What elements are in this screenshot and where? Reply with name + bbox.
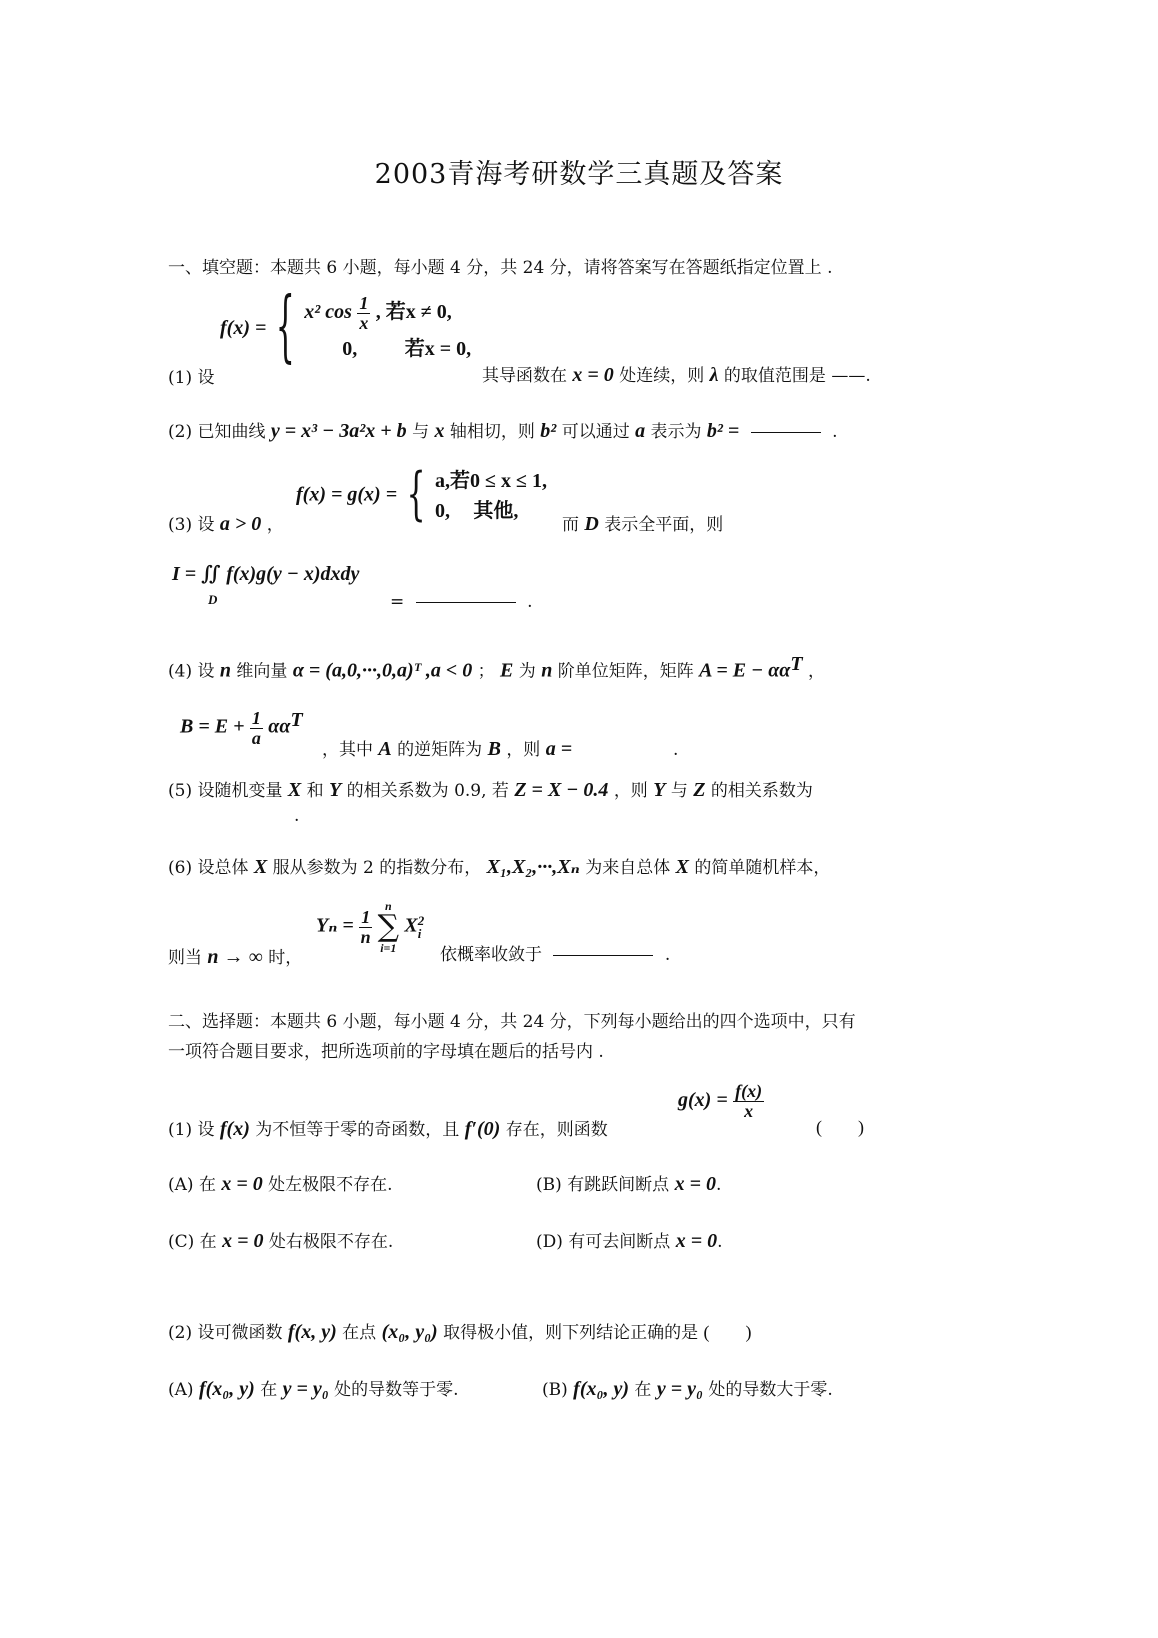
c2-A-text-b: 处的导数等于零.	[334, 1380, 459, 1400]
q4-math-B2: αα	[268, 715, 291, 738]
c2-option-B	[542, 1377, 833, 1401]
c2-text-a: 在点	[342, 1323, 377, 1343]
q5-math-Z: Z = X − 0.4	[514, 779, 609, 801]
q1-case1-expr: x² cos	[304, 300, 352, 323]
q1-case2	[304, 333, 471, 365]
c1-answer-paren: ( )	[816, 1117, 864, 1137]
c1-function	[678, 1082, 764, 1121]
q6-math-X2: X	[675, 856, 689, 878]
choice-question-1	[168, 1117, 608, 1141]
q4-math-A: A = E − αα	[699, 659, 791, 682]
question-4-line2	[180, 708, 303, 748]
section2-heading-line1: 二、选择题：本题共 6 小题，每小题 4 分，共 24 分，下列每小题给出的四个选项中，只有	[168, 1012, 856, 1032]
c1-option-A	[168, 1172, 393, 1196]
q1-text-b: 处连续，则	[619, 366, 705, 386]
q6-text-d: 则当	[168, 948, 202, 968]
q3-cond: a > 0	[219, 513, 262, 535]
q4-math-n: n	[219, 659, 232, 682]
q5-math-X: X	[287, 779, 302, 801]
c1-text-b: 存在，则函数	[505, 1120, 608, 1140]
c1-text-a: 为不恒等于零的奇函数，且	[255, 1120, 460, 1140]
q4-text-a: 维向量	[236, 661, 288, 682]
q6-text-e: 时，	[268, 948, 303, 968]
c1-C-math: x = 0	[222, 1230, 264, 1252]
q6-end: .	[664, 945, 671, 965]
q4-frac-num: 1	[251, 707, 261, 728]
c1-math-fp: f′(0)	[464, 1118, 501, 1140]
question-3-integral	[172, 562, 359, 586]
c1-option-D	[536, 1229, 723, 1253]
brace-icon: {	[406, 461, 426, 529]
q5-text-c: ，则	[613, 781, 648, 801]
c2-B-math2: y = y₀	[656, 1378, 703, 1400]
question-4-line2-text	[322, 737, 678, 761]
c2-text-b: 取得极小值，则下列结论正确的是	[443, 1323, 699, 1343]
q3-lhs: f(x) = g(x) =	[296, 483, 398, 506]
sum-icon: ∑	[377, 909, 400, 944]
c2-answer-paren: ( )	[703, 1322, 752, 1342]
q3-cases	[435, 466, 547, 526]
q6-sum-top: n	[384, 899, 392, 913]
q6-math-Yn: Yₙ =	[316, 914, 354, 937]
q4-text-d: 阶单位矩阵，矩阵	[557, 661, 694, 682]
question-6-formula	[316, 900, 424, 954]
q4-math-a: a =	[545, 738, 573, 760]
c1-frac-num: f(x)	[735, 1081, 763, 1101]
question-1-text	[482, 363, 871, 387]
question-5	[168, 778, 813, 802]
q6-math-seq: X₁,X₂,···,Xₙ	[486, 856, 580, 878]
q6-label: (6) 设总体	[168, 858, 249, 878]
c1-A-math: x = 0	[221, 1173, 263, 1195]
c2-B-text-a: 在	[634, 1380, 652, 1400]
c1-A-label: (A) 在	[168, 1175, 216, 1195]
question-1-label: (1) 设	[168, 368, 215, 388]
c1-B-label: (B) 有跳跃间断点	[536, 1175, 670, 1195]
question-3-label	[168, 512, 284, 536]
q6-math-lim: n → ∞	[207, 946, 263, 968]
q3-comma: ，	[266, 515, 284, 535]
q4-frac-den: a	[251, 727, 261, 748]
q6-Xi-scripts	[418, 914, 425, 940]
q5-text-d: 与	[670, 781, 688, 801]
q3-integral: I = ∬ f(x)g(y − x)dxdy	[172, 563, 360, 585]
c1-D-end: .	[717, 1232, 723, 1252]
q2-text-b: 轴相切，则	[449, 422, 535, 442]
answer-blank	[416, 602, 516, 603]
q3-end: .	[527, 592, 533, 612]
q5-math-Y: Y	[329, 779, 342, 801]
q1-lhs: f(x) =	[220, 316, 267, 339]
question-5-end: .	[294, 806, 300, 826]
q3-text-b: 表示全平面，则	[604, 515, 724, 535]
q4-math-alpha: α = (a,0,···,0,a)ᵀ ,a < 0	[292, 659, 473, 682]
q5-math-Z2: Z	[693, 779, 706, 801]
q4-math-A2: A	[378, 738, 392, 760]
q5-text-a: 和	[306, 781, 324, 801]
q4-text-h: ，则	[506, 740, 541, 760]
c2-A-label: (A)	[168, 1380, 194, 1400]
c1-B-math: x = 0	[674, 1173, 716, 1195]
q4-text-e: ，	[808, 661, 825, 682]
q4-frac	[250, 709, 263, 748]
q1-frac-den: x	[359, 312, 369, 333]
c1-C-text: 处右极限不存在.	[268, 1232, 394, 1252]
c1-frac	[733, 1082, 764, 1121]
q1-cases	[304, 294, 471, 365]
c1-C-label: (C) 在	[168, 1232, 217, 1252]
q2-label: (2) 已知曲线	[168, 422, 266, 442]
c2-math-pt: (x₀, y₀)	[381, 1321, 438, 1343]
q3-text-a: 而	[562, 515, 579, 535]
q6-text-f: 依概率收敛于	[440, 945, 542, 965]
q5-label: (5) 设随机变量	[168, 781, 283, 801]
q6-frac-den: n	[360, 926, 371, 947]
c1-D-math: x = 0	[675, 1230, 718, 1252]
q4-math-A-sup: T	[790, 653, 803, 675]
q1-frac-num: 1	[359, 293, 369, 313]
question-3-answer	[390, 592, 532, 612]
c2-math-f: f(x, y)	[287, 1321, 337, 1343]
choice-question-2	[168, 1320, 752, 1344]
q4-math-B3: B	[487, 738, 501, 760]
q5-text-e: 的相关系数为	[710, 781, 813, 801]
q5-text-b: 的相关系数为 0.9, 若	[346, 781, 509, 801]
q2-text-d: 表示为	[650, 422, 702, 442]
q3-math-d: D	[584, 513, 599, 535]
q4-text-c: 为	[518, 661, 536, 682]
q4-math-B-sup: T	[290, 709, 303, 731]
c1-B-end: .	[715, 1175, 722, 1195]
q2-curve: y = x³ − 3a²x + b	[270, 420, 407, 442]
c2-B-text-b: 处的导数大于零.	[708, 1380, 833, 1400]
q3-integral-sub: D	[208, 592, 218, 607]
q2-end: .	[832, 422, 838, 442]
c1-D-label: (D) 有可去间断点	[536, 1232, 671, 1252]
c1-option-C	[168, 1229, 393, 1253]
q4-text-b: ；	[477, 661, 495, 682]
q4-math-B: B = E +	[180, 715, 245, 738]
q4-text-g: 的逆矩阵为	[397, 740, 483, 760]
question-2	[168, 419, 838, 443]
q3-case2	[435, 496, 547, 526]
c2-A-math2: y = y₀	[282, 1378, 329, 1400]
q3-case1: a,若0 ≤ x ≤ 1,	[435, 470, 547, 492]
q6-text-a: 服从参数为 2 的指数分布，	[272, 858, 482, 878]
q1-case2-cond: 若x = 0,	[404, 337, 472, 360]
c1-A-text: 处左极限不存在.	[268, 1175, 393, 1195]
c1-option-B	[536, 1172, 721, 1196]
q4-label: (4) 设	[168, 661, 215, 682]
c2-B-label: (B)	[542, 1380, 568, 1400]
q2-math-x: x	[434, 420, 445, 442]
q6-Xi-sup: 2	[417, 913, 425, 928]
q2-math-eq: b² =	[706, 420, 740, 442]
q6-sum	[378, 900, 399, 954]
q2-math-b2: b²	[540, 420, 557, 442]
q6-text-c: 的简单随机样本，	[694, 858, 831, 878]
q2-math-a: a	[635, 420, 646, 442]
q3-case2-a: 0,	[435, 500, 450, 522]
answer-blank	[751, 432, 821, 433]
section2-heading-line2: 一项符合题目要求，把所选项前的字母填在题后的括号内 .	[168, 1042, 604, 1062]
q6-text-b: 为来自总体	[585, 858, 671, 878]
q1-case2-expr: 0,	[342, 337, 358, 360]
q6-frac-num: 1	[361, 906, 371, 927]
q3-label: (3) 设	[168, 515, 215, 535]
c2-A-text-a: 在	[260, 1380, 278, 1400]
q6-math-Xi: X	[404, 914, 418, 937]
q1-case1	[304, 294, 471, 333]
c1-frac-den: x	[744, 1100, 754, 1121]
c2-label: (2) 设可微函数	[168, 1323, 283, 1343]
q6-frac	[359, 908, 372, 947]
q3-eq: =	[390, 592, 405, 612]
q6-sum-bot: i=1	[380, 941, 397, 955]
brace-icon: {	[275, 282, 295, 374]
question-3-text	[562, 512, 723, 536]
question-6-answer	[440, 945, 670, 965]
question-3-integral-domain	[208, 592, 217, 608]
question-1-formula	[220, 282, 472, 374]
section1-heading: 一、填空题：本题共 6 小题，每小题 4 分，共 24 分，请将答案写在答题纸指定位置上 .	[168, 258, 833, 278]
c1-label: (1) 设	[168, 1120, 215, 1140]
c2-A-math: f(x₀, y)	[198, 1378, 255, 1400]
question-4-line1	[168, 652, 825, 683]
page-title: 2003青海考研数学三真题及答案	[374, 159, 784, 190]
q3-case2-b: 其他,	[473, 500, 519, 522]
q1-case1-cond: , 若x ≠ 0,	[375, 300, 452, 323]
question-6-line1	[168, 855, 830, 879]
q4-end: .	[672, 740, 679, 760]
q4-math-e: E	[500, 659, 514, 682]
q1-case1-frac	[357, 294, 370, 333]
q6-math-X: X	[253, 856, 268, 878]
q1-math-a: x = 0	[572, 364, 614, 386]
q1-text-c: 的取值范围是 ——.	[723, 366, 871, 386]
q1-text-a: 其导函数在	[482, 366, 567, 386]
question-3-formula	[296, 461, 547, 529]
q1-math-lambda: λ	[709, 364, 719, 386]
q4-math-n2: n	[541, 659, 553, 682]
c1-math-g: g(x) =	[678, 1088, 728, 1111]
c1-math-f: f(x)	[219, 1118, 250, 1140]
c2-B-math: f(x₀, y)	[573, 1378, 630, 1400]
q2-text-a: 与	[412, 422, 430, 442]
q5-math-Y2: Y	[653, 779, 666, 801]
answer-blank	[553, 955, 653, 956]
q4-text-f: ，其中	[322, 740, 373, 760]
question-6-line2	[168, 945, 302, 969]
q6-Xi-sub: i	[417, 926, 422, 941]
c2-option-A	[168, 1377, 459, 1401]
q2-text-c: 可以通过	[561, 422, 630, 442]
